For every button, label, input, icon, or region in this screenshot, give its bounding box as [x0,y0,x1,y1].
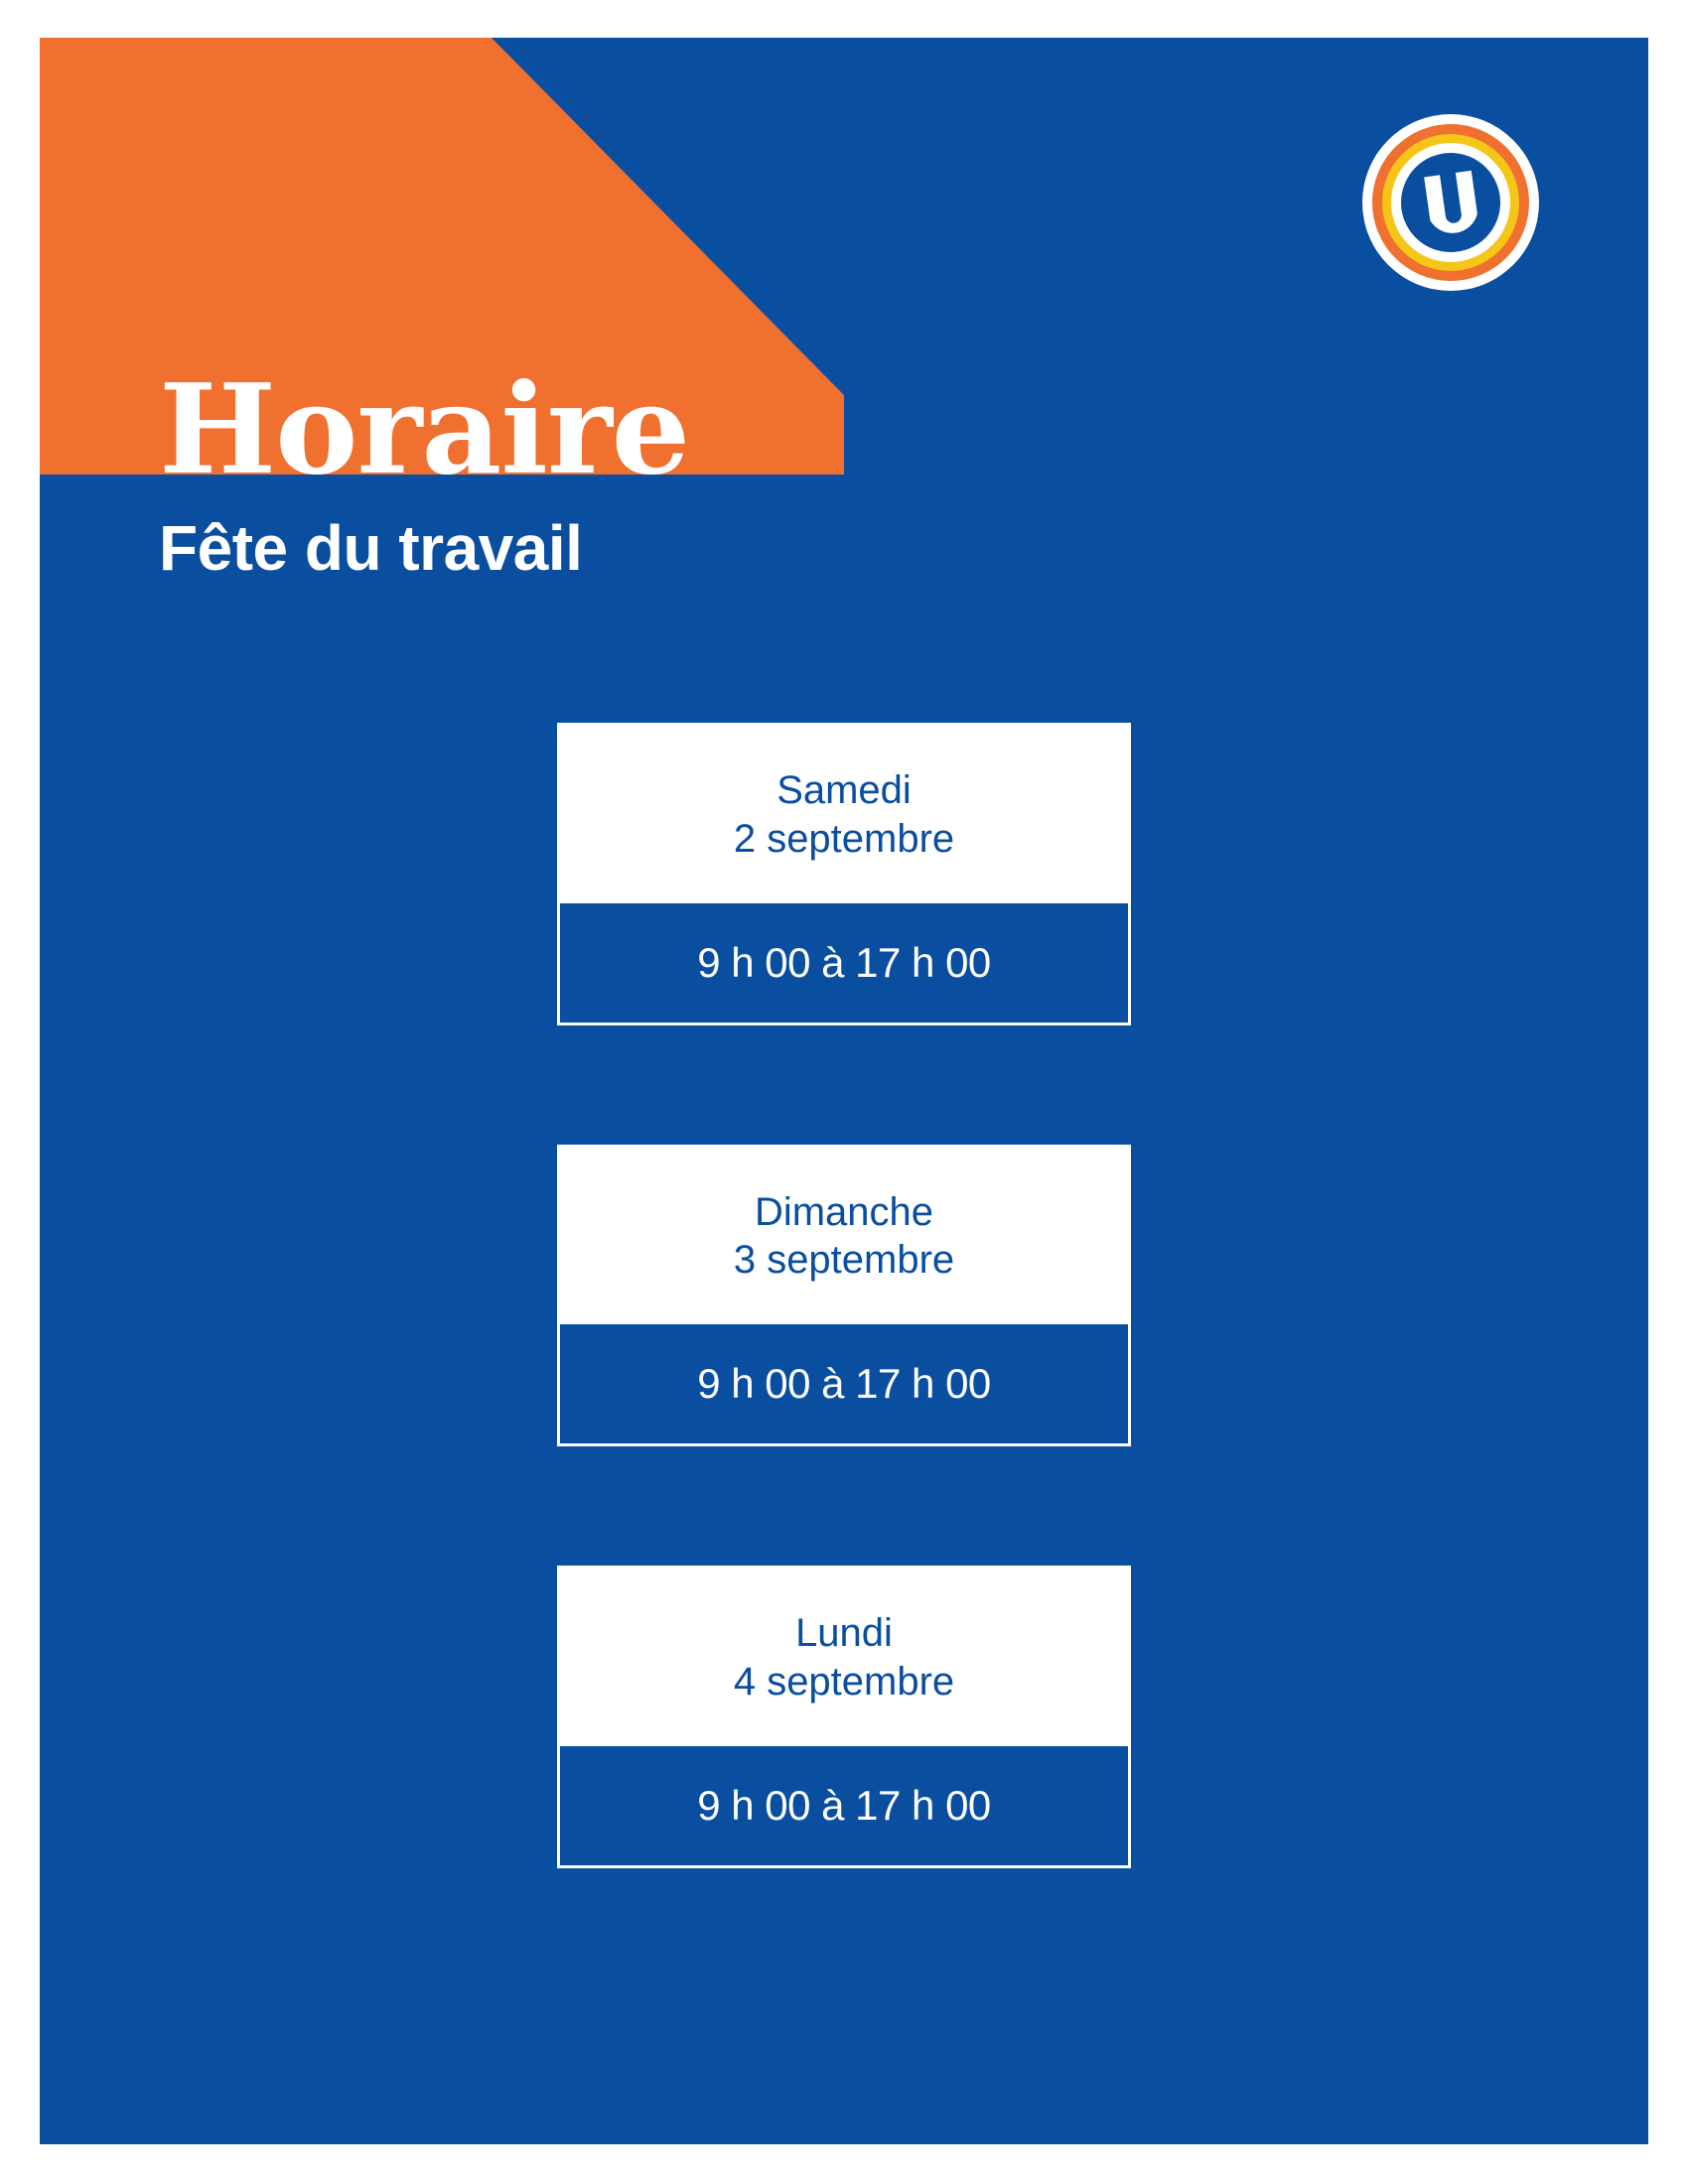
schedule-card-day [557,1566,1131,1746]
schedule-card [557,1566,1131,1868]
schedule-card-hours: 9 h 00 à 17 h 00 [557,1324,1131,1446]
title-block [159,357,690,585]
schedule-day-date: 2 septembre [733,816,955,861]
schedule-day-name: Dimanche [754,1189,934,1234]
schedule-card-hours: 9 h 00 à 17 h 00 [557,1746,1131,1868]
page-title: Horaire [159,357,690,502]
poster-canvas [40,38,1648,2144]
schedule-card-hours: 9 h 00 à 17 h 00 [557,903,1131,1025]
schedule-card [557,723,1131,1025]
schedule-day-name: Lundi [795,1611,893,1656]
schedule-card-day [557,1145,1131,1325]
schedule-day-name: Samedi [776,768,912,812]
schedule-day-date: 4 septembre [733,1659,955,1704]
schedule-card [557,1145,1131,1447]
schedule-card-day [557,723,1131,903]
schedule-list [40,723,1648,1868]
university-logo [1360,112,1541,293]
schedule-day-date: 3 septembre [733,1238,955,1283]
page-subtitle: Fête du travail [159,512,583,585]
